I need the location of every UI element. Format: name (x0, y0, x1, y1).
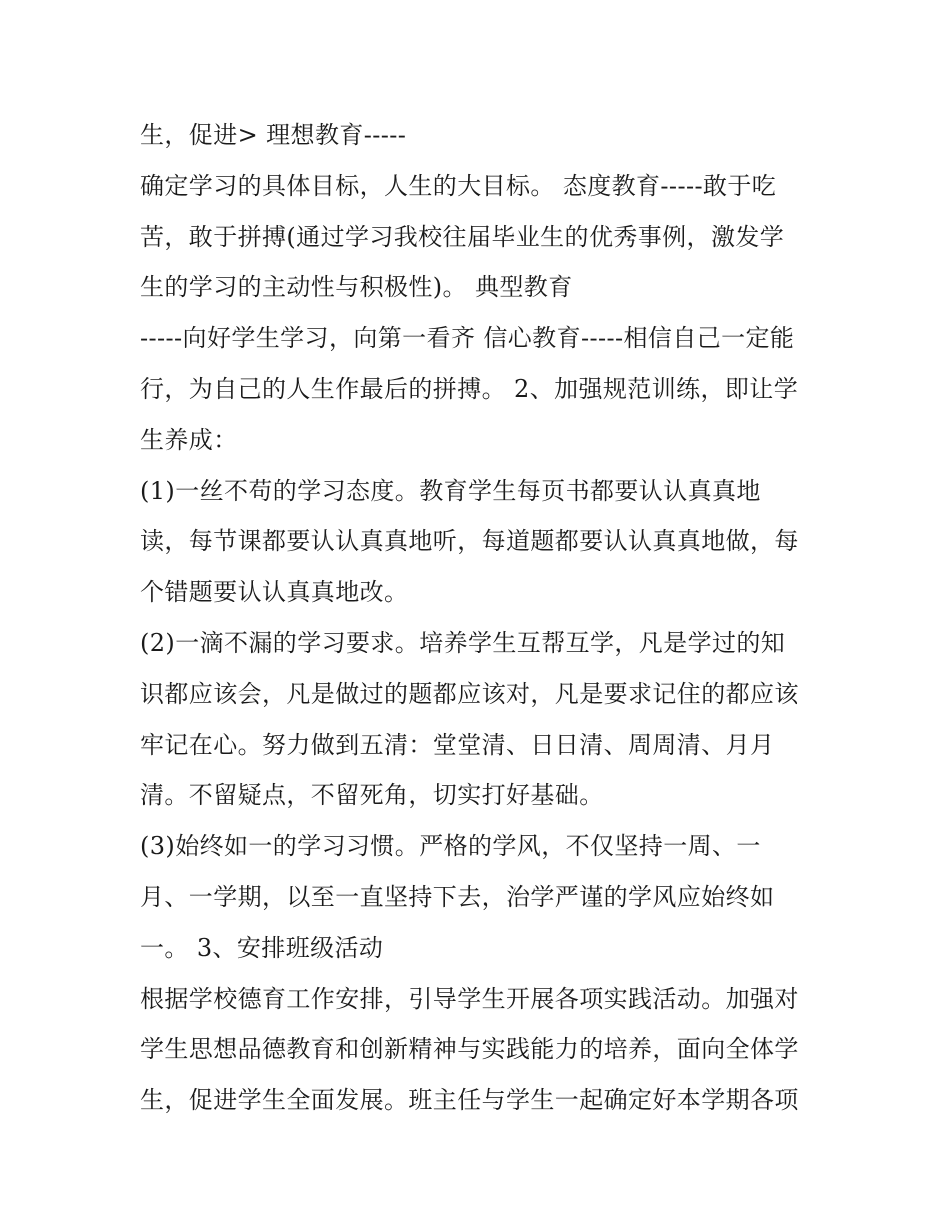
text-line: 确定学习的具体目标，人生的大目标。 态度教育-----敢于吃 (140, 171, 777, 200)
text-line: 生养成： (140, 425, 238, 454)
text-line: 生的学习的主动性与积极性)。 典型教育 (140, 273, 573, 302)
text-line: 清。不留疑点，不留死角，切实打好基础。 (140, 781, 604, 810)
text-line: 行，为自己的人生作最后的拼搏。 2、加强规范训练，即让学 (140, 374, 799, 403)
text-line: 读，每节课都要认认真真地听，每道题都要认认真真地做，每 (140, 527, 799, 556)
text-line: 个错题要认认真真地改。 (140, 578, 409, 607)
text-line: 学生思想品德教育和创新精神与实践能力的培养，面向全体学 (140, 1035, 799, 1064)
text-line: 识都应该会，凡是做过的题都应该对，凡是要求记住的都应该 (140, 679, 799, 708)
text-line: 牢记在心。努力做到五清：堂堂清、日日清、周周清、月月 (140, 730, 775, 759)
text-line: (1)一丝不苟的学习态度。教育学生每页书都要认认真真地 (140, 476, 761, 505)
text-line: 根据学校德育工作安排，引导学生开展各项实践活动。加强对 (140, 984, 799, 1013)
text-line: 生，促进> 理想教育----- (140, 121, 407, 149)
text-line: 月、一学期，以至一直坚持下去，治学严谨的学风应始终如 (140, 882, 775, 911)
body-text (140, 110, 820, 1126)
text-line: -----向好学生学习，向第一看齐 信心教育-----相信自己一定能 (140, 324, 795, 353)
text-line: (2)一滴不漏的学习要求。培养学生互帮互学，凡是学过的知 (140, 628, 786, 657)
text-line: 苦，敢于拼搏(通过学习我校往届毕业生的优秀事例，激发学 (140, 222, 785, 251)
text-line: (3)始终如一的学习习惯。严格的学风，不仅坚持一周、一 (140, 832, 761, 861)
text-line: 生，促进学生全面发展。班主任与学生一起确定好本学期各项 (140, 1086, 799, 1115)
text-line: 一。 3、安排班级活动 (140, 933, 384, 962)
